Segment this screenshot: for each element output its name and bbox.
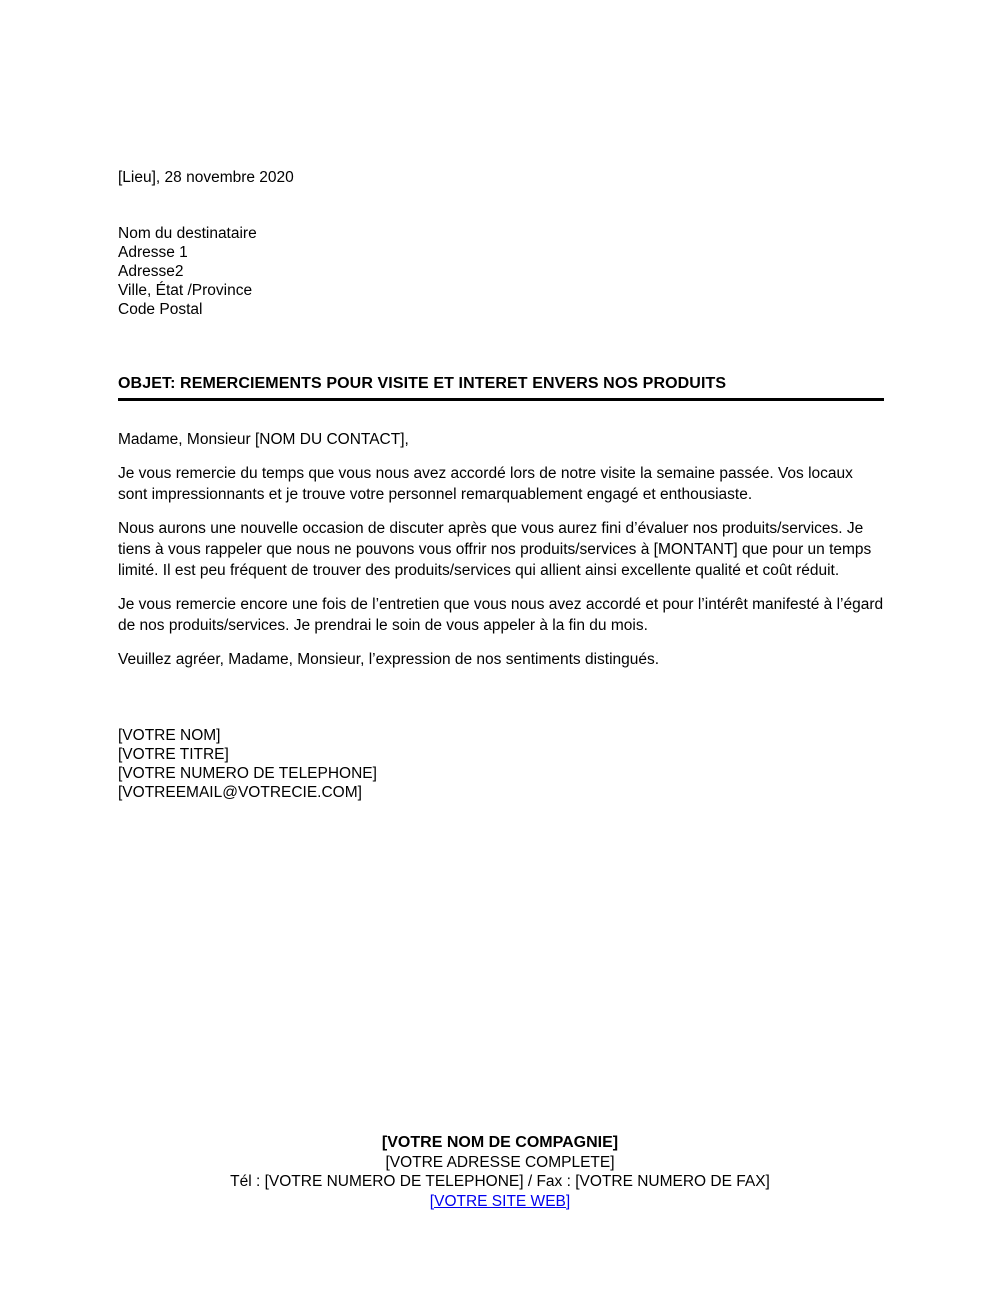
body-paragraph: Veuillez agréer, Madame, Monsieur, l’expression de nos sentiments distingués. [118,651,660,668]
footer-company-address: [VOTRE ADRESSE COMPLETE] [385,1153,615,1171]
signature-line: [VOTRE NOM] [118,727,221,744]
subject-underline-rule [118,398,884,401]
recipient-address-line: Nom du destinataire [118,225,257,242]
signature-block [118,726,884,802]
website-link[interactable]: [VOTRE SITE WEB] [429,1192,571,1210]
body-paragraph: Nous aurons une nouvelle occasion de discuter après que vous aurez fini d’évaluer nos produits/services. Je tiens à vous rappeler que nous ne pouvons vous offrir nos produits/services à [MONTANT] que pour un temps limité. Il est peu fréquent de trouver des produits/services qui allient ainsi excellente qualité et coût réduit. [118,520,872,579]
footer-phone-fax: Tél : [VOTRE NUMERO DE TELEPHONE] / Fax : [VOTRE NUMERO DE FAX] [230,1173,770,1190]
recipient-address-line: Adresse2 [118,263,184,280]
signature-line: [VOTREEMAIL@VOTRECIE.COM] [118,784,362,801]
recipient-address-line: Ville, État /Province [118,282,253,299]
body-paragraph: Je vous remercie du temps que vous nous avez accordé lors de notre visite la semaine passée. Vos locaux sont impressionnants et je trouve votre personnel remarquablement engagé et enthousiaste. [118,465,853,503]
signature-line: [VOTRE NUMERO DE TELEPHONE] [118,765,377,782]
signature-line: [VOTRE TITRE] [118,746,229,763]
salutation: Madame, Monsieur [NOM DU CONTACT], [118,431,409,448]
recipient-address-line: Code Postal [118,301,203,318]
date-line: [Lieu], 28 novembre 2020 [118,169,294,186]
recipient-address-block [118,224,884,319]
paragraphs-container [118,463,884,670]
subject-line: OBJET: REMERCIEMENTS POUR VISITE ET INTERET ENVERS NOS PRODUITS [118,375,727,392]
body-paragraph: Je vous remercie encore une fois de l’entretien que vous nous avez accordé et pour l’intérêt manifesté à l’égard de nos produits/services. Je prendrai le soin de vous appeler à la fin du mois. [118,596,884,634]
letter-body [118,0,884,802]
recipient-address-line: Adresse 1 [118,244,188,261]
footer-website-row [0,1192,1000,1212]
footer-company-name: [VOTRE NOM DE COMPAGNIE] [381,1134,619,1151]
letter-footer [0,1133,1000,1211]
